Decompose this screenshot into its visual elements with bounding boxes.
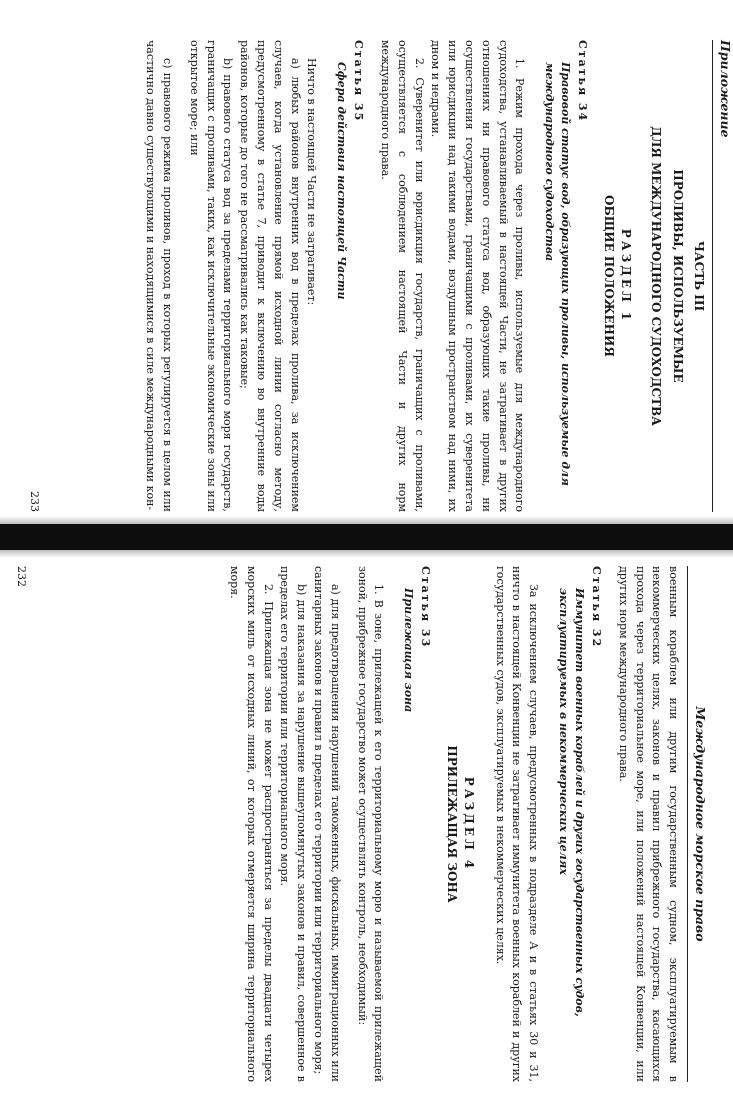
section-title: ОБЩИЕ ПОЛОЖЕНИЯ <box>601 195 616 357</box>
article-33-paragraph-1: 1. В зоне, прилежащей к его территориальному морю и называемой прилежащей зоной, прибрежное государство может осуществлять контроль, необходимый: <box>355 566 386 1082</box>
running-head: Международное морское право <box>687 566 708 1082</box>
section-title: ПРИЛЕЖАЩАЯ ЗОНА <box>445 745 460 903</box>
article-35-item-a: a) любых районов внутренних вод в пределах пролива, за исключением случаев, когда установление прямой исходной линии согласно методу, предусмотренному в статье 7, приводит к включению во внутренние воды районов, которые до того не рассматривались как таковые; <box>238 40 302 512</box>
spine-shadow-top <box>0 516 733 524</box>
page-232 <box>8 566 708 1082</box>
article-35-heading: Статья 35 <box>352 40 366 123</box>
article-34-paragraph-2: 2. Суверенитет или юрисдикция государств, граничащих с проливами, осуществляется с соблюдением настоящей Части и других норм международного права. <box>378 40 426 512</box>
spacer <box>319 40 329 512</box>
part-title-line-2: ДЛЯ МЕЖДУНАРОДНОГО СУДОХОДСТВА <box>649 126 664 426</box>
article-32-heading: Статья 32 <box>590 566 604 649</box>
article-33-item-a: a) для предотвращения нарушений таможенных, фискальных, иммиграционных или санитарных законов и правил в пределах его территории или территориального моря; <box>312 566 342 1082</box>
article-35-item-c: c) правового режима проливов, проход в которых регулируется в целом или частично давно существующими и находящимися в силе международными кон- <box>144 40 174 512</box>
article-34-heading: Статья 34 <box>576 40 590 123</box>
continuation-paragraph: военным кораблем или другим государственным судном, эксплуатируемым в некоммерческих целях, законов и правил прибрежного государства, касающихся прохода через территориальное море, или положений настоящей Конвенции, или других норм международного права. <box>616 566 681 1082</box>
article-32-text: За исключением случаев, предусмотренных в подразделе А и в статьях 30 и 31, ничто в настоящей Конвенции не затрагивает иммунитета военных кораблей и других государственных судов, эксплуатируемых в некоммерческих целях. <box>493 566 541 1082</box>
page-233 <box>21 40 733 512</box>
article-33-title: Прилежащая зона <box>402 588 416 713</box>
part-title-line-1: ПРОЛИВЫ, ИСПОЛЬЗУЕМЫЕ <box>670 169 685 383</box>
spacer <box>343 566 353 1082</box>
spacer <box>386 566 396 1082</box>
spacer <box>541 566 551 1082</box>
section-heading: РАЗДЕЛ 4 <box>461 776 476 872</box>
part-heading: ЧАСТЬ III <box>692 240 707 312</box>
article-34-paragraph-1: 1. Режим прохода через проливы, используемые для международного судоходства, устанавливаемый в настоящей Части, не затрагивает в других отношениях ни правового статуса вод, образующих такие проливы, ни осуществления государствами, граничащими с проливами, их суверенитета или юрисдикции над такими водами, воздушным пространством над ними, их дном и недрами. <box>429 40 527 512</box>
article-33-paragraph-2: 2. Прилежащая зона не может распространяться за пределы двадцати четырех морских миль от исходных линий, от которых отмеряется ширина территориального моря. <box>228 566 275 1082</box>
running-head: Приложение <box>712 40 733 512</box>
spacer <box>527 40 537 512</box>
article-32-title: Иммунитет военных кораблей и других государственных судов, эксплуатируемых в некоммерческих целях <box>557 588 587 1017</box>
page-number: 232 <box>14 566 28 587</box>
article-33-item-b: b) для наказания за нарушение вышеупомянутых законов и правил, совершенное в пределах его территории или территориального моря. <box>278 566 309 1082</box>
spine-shadow-bottom <box>0 550 733 558</box>
article-35-title: Сфера действия настоящей Части <box>335 62 349 300</box>
article-35-intro: Ничто в настоящей Части не затрагивает: <box>305 58 319 306</box>
section-heading: РАЗДЕЛ 1 <box>618 228 633 324</box>
page-number: 233 <box>27 491 41 512</box>
article-34-title: Правовой статус вод, образующих проливы, используемые для международного судоходства <box>543 62 573 486</box>
article-33-heading: Статья 33 <box>419 566 433 649</box>
spacer <box>175 40 185 512</box>
book-spine <box>0 524 733 550</box>
article-35-item-b: b) правового статуса вод за пределами территориального моря государств, граничащих с проливами, таких, как исключительные экономические зоны или открытое море; или <box>187 40 235 512</box>
